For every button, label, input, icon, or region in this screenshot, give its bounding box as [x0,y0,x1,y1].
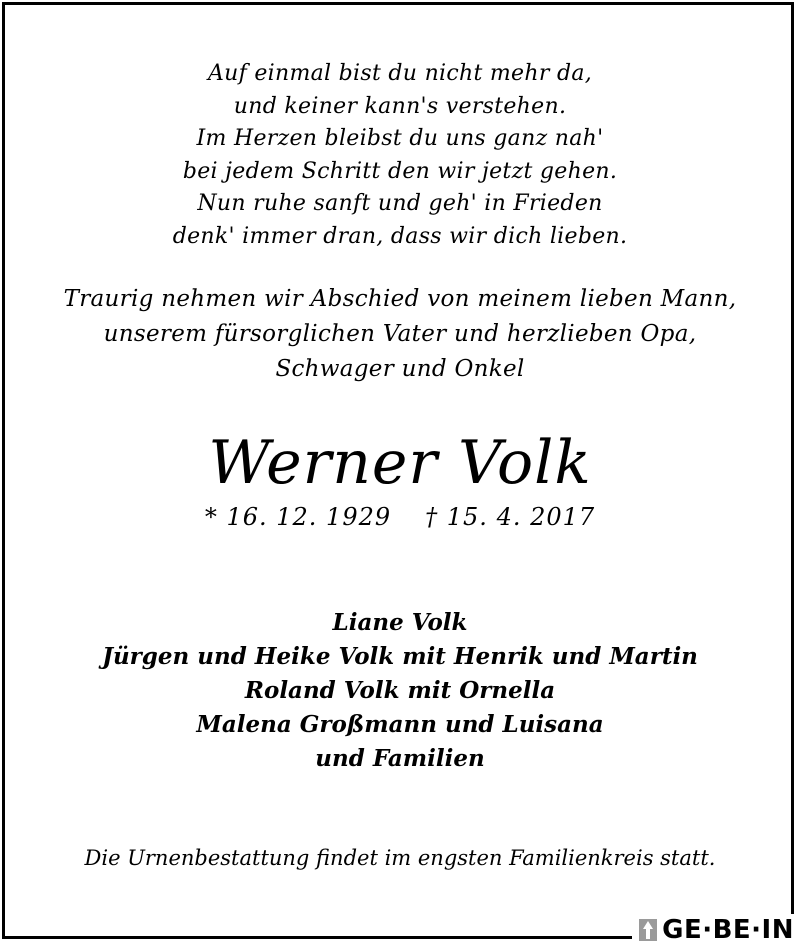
poem-line: und keiner kann's verstehen. [233,93,567,119]
urn-icon [638,917,658,943]
mourner-line: Malena Großmann und Luisana [196,711,604,738]
burial-notice: Die Urnenbestattung findet im engsten Familienkreis statt. [84,846,716,870]
life-dates [0,502,800,532]
farewell-line: unserem fürsorglichen Vater und herzlieben Opa, [103,321,697,347]
mourners-list [0,606,800,776]
birth-date: * 16. 12. 1929 [204,503,392,531]
deceased-name: Werner Volk [208,428,592,498]
poem-line: bei jedem Schritt den wir jetzt gehen. [182,158,618,184]
mourner-line: und Familien [315,745,485,772]
mourner-line: Roland Volk mit Ornella [244,677,556,704]
death-date: † 15. 4. 2017 [425,503,596,531]
poem [0,58,800,253]
logo-text: GE·BE·IN [662,914,794,945]
farewell-text [0,282,800,387]
farewell-line: Traurig nehmen wir Abschied von meinem lieben Mann, [63,286,737,312]
mourner-line: Jürgen und Heike Volk mit Henrik und Martin [102,643,698,670]
gebein-logo [632,914,794,945]
farewell-line: Schwager und Onkel [275,356,525,382]
poem-line: Auf einmal bist du nicht mehr da, [207,61,593,86]
mourner-line: Liane Volk [332,609,468,636]
poem-line: Nun ruhe sanft und geh' in Frieden [197,191,603,216]
poem-line: Im Herzen bleibst du uns ganz nah' [196,126,604,151]
poem-line: denk' immer dran, dass wir dich lieben. [172,223,628,249]
